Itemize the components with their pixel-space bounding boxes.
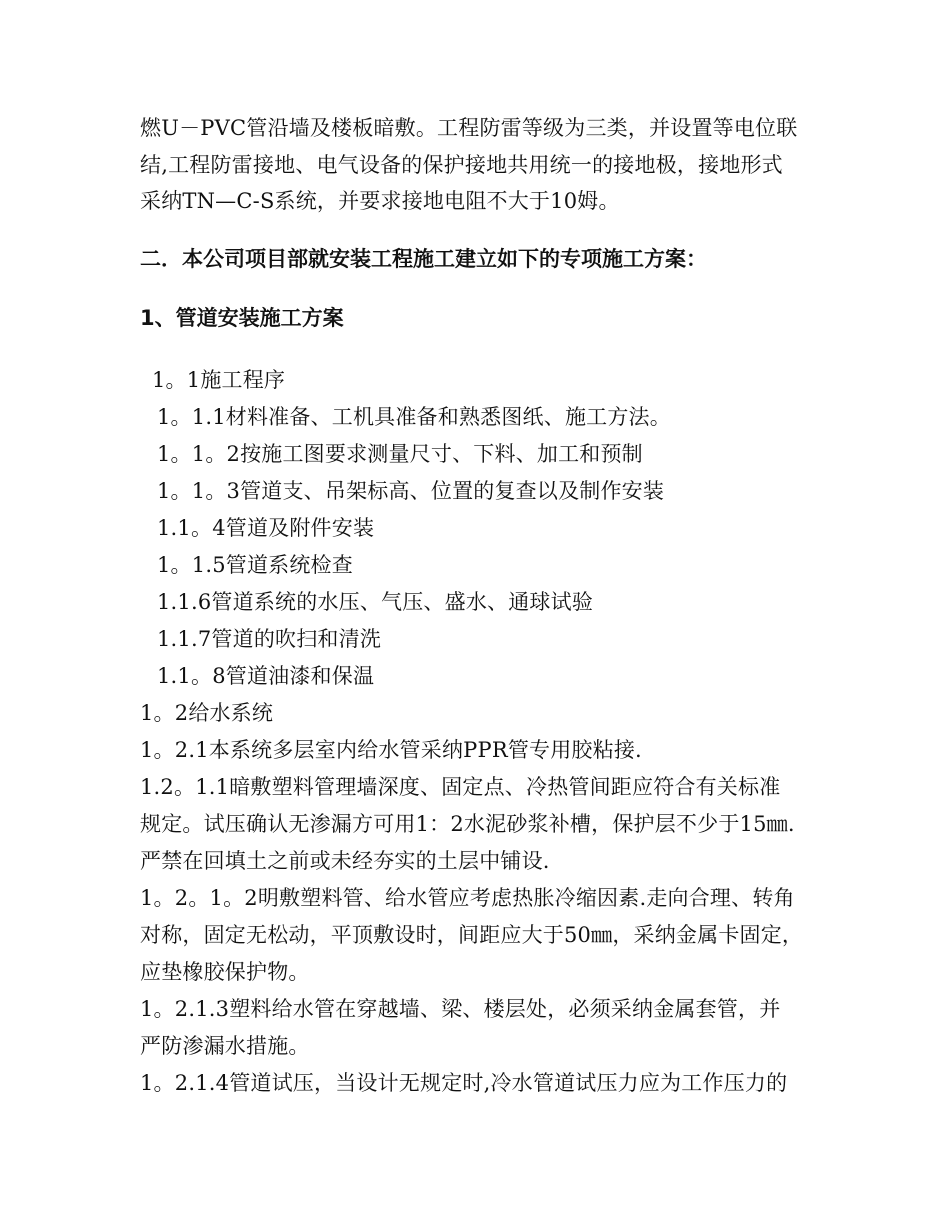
procedure-item: 1.1。8管道油漆和保温 xyxy=(157,664,375,688)
intro-line-1: 燃U－PVC管沿墙及楼板暗敷。工程防雷等级为三类，并设置等电位联 xyxy=(140,116,798,140)
procedure-item: 1.1.7管道的吹扫和清洗 xyxy=(157,627,382,651)
intro-line-2: 结,工程防雷接地、电气设备的保护接地共用统一的接地极，接地形式 xyxy=(140,153,783,177)
water-supply-line: 严防渗漏水措施。 xyxy=(140,1034,310,1058)
procedure-item: 1。1。2按施工图要求测量尺寸、下料、加工和预制 xyxy=(157,442,643,466)
procedure-title: 1。1施工程序 xyxy=(152,368,286,392)
water-supply-line: 1。2.1.3塑料给水管在穿越墙、梁、楼层处，必须采纳金属套管，并 xyxy=(140,997,781,1021)
procedure-item: 1.1.6管道系统的水压、气压、盛水、通球试验 xyxy=(157,590,594,614)
water-supply-line: 1。2。1。2明敷塑料管、给水管应考虑热胀冷缩因素.走向合理、转角 xyxy=(140,886,795,910)
water-supply-line: 1。2.1.4管道试压，当设计无规定时,冷水管道试压力应为工作压力的 xyxy=(140,1071,788,1095)
intro-line-3: 采纳TN—C-S系统，并要求接地电阻不大于10姆。 xyxy=(140,189,620,213)
section-heading: 二．本公司项目部就安装工程施工建立如下的专项施工方案： xyxy=(140,247,707,271)
procedure-item: 1。1.1材料准备、工机具准备和熟悉图纸、施工方法。 xyxy=(157,405,671,429)
water-supply-line: 严禁在回填土之前或未经夯实的土层中铺设. xyxy=(140,849,550,873)
water-supply-line: 规定。试压确认无渗漏方可用1：2水泥砂浆补槽，保护层不少于15㎜. xyxy=(140,812,795,836)
water-supply-title: 1。2给水系统 xyxy=(140,701,274,725)
procedure-item: 1。1。3管道支、吊架标高、位置的复查以及制作安装 xyxy=(157,479,665,503)
subsection-heading: 1、管道安装施工方案 xyxy=(140,306,344,330)
water-supply-line: 应垫橡胶保护物。 xyxy=(140,960,310,984)
procedure-item: 1。1.5管道系统检查 xyxy=(157,553,353,577)
water-supply-line: 对称，固定无松动，平顶敷设时，间距应大于50㎜，采纳金属卡固定， xyxy=(140,923,804,947)
water-supply-line: 1。2.1本系统多层室内给水管采纳PPR管专用胶粘接. xyxy=(140,738,642,762)
procedure-item: 1.1。4管道及附件安装 xyxy=(157,516,375,540)
water-supply-line: 1.2。1.1暗敷塑料管理墙深度、固定点、冷热管间距应符合有关标准 xyxy=(140,775,781,799)
